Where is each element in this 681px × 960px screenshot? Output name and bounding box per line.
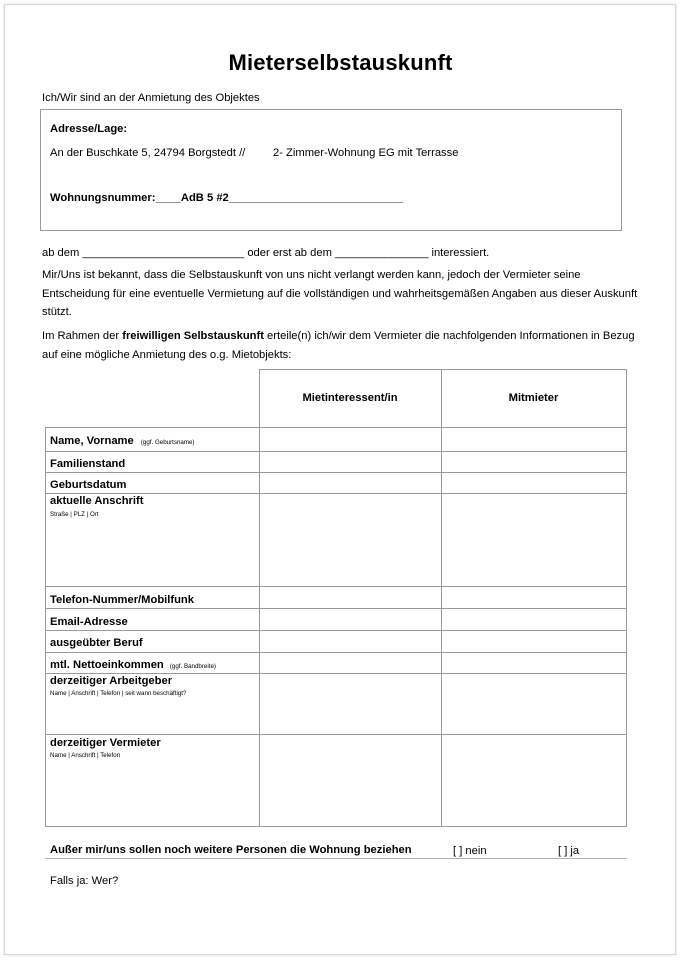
row-label-landlord: derzeitiger Vermieter xyxy=(50,737,161,749)
row-note-current-address: Straße | PLZ | Ort xyxy=(50,511,99,518)
row-label-birthdate: Geburtsdatum xyxy=(50,479,127,491)
consent-before: Im Rahmen der xyxy=(42,330,123,342)
address-box xyxy=(40,109,622,231)
address-text: An der Buschkate 5, 24794 Borgstedt // xyxy=(50,147,246,159)
row-inline-note: (ggf. Geburtsname) xyxy=(140,439,195,446)
if-yes-who-text: Falls ja: Wer? xyxy=(50,875,119,887)
table-header-top-line xyxy=(259,369,627,370)
address-label: Adresse/Lage: xyxy=(50,123,128,135)
consent-paragraph xyxy=(42,327,642,364)
date-line-prefix: ab dem xyxy=(42,247,83,259)
table-row-line xyxy=(45,451,627,452)
table-row-line xyxy=(45,472,627,473)
table-bottom-line xyxy=(45,826,627,827)
table-row-line xyxy=(45,493,627,494)
row-label-current-address: aktuelle Anschrift xyxy=(50,495,144,507)
row-inline-note: (ggf. Bandbreite) xyxy=(169,663,216,670)
intro-text: Ich/Wir sind an der Anmietung des Objektes xyxy=(42,92,260,104)
notice-paragraph: Mir/Uns ist bekannt, dass die Selbstauskunft von uns nicht verlangt werden kann, jedoch der Vermieter seine Entscheidung für eine eventuelle Vermietung auf die vollständigen und wahrheitsgemäßen Angaben aus dieser Auskunft stützt. xyxy=(42,269,638,318)
date-blank-later[interactable]: _______________ xyxy=(335,247,429,259)
table-col-line-right xyxy=(626,369,627,827)
date-line-middle: oder erst ab dem xyxy=(244,247,336,259)
col-header-tenant: Mietinteressent/in xyxy=(302,392,398,404)
date-blank-from[interactable]: __________________________ xyxy=(82,247,245,259)
table-row-line xyxy=(45,673,627,674)
table-col-line-1 xyxy=(259,369,260,827)
row-note-landlord: Name | Anschrift | Telefon xyxy=(50,752,121,759)
row-label-employer: derzeitiger Arbeitgeber xyxy=(50,675,173,687)
col-header-cotenant: Mitmieter xyxy=(508,392,559,404)
table-col-line-2 xyxy=(441,369,442,827)
apartment-label: Wohnungsnummer: xyxy=(50,192,156,204)
row-label-text: Name, Vorname xyxy=(50,435,134,447)
consent-bold: freiwilligen Selbstauskunft xyxy=(122,330,264,342)
row-label-net-income xyxy=(50,659,216,671)
consent-after: erteile(n) ich/wir dem Vermieter die nachfolgenden Informationen in Bezug auf eine mögliche Anmietung des o.g. Mietobjekts: xyxy=(42,330,635,361)
unit-text: 2- Zimmer-Wohnung EG mit Terrasse xyxy=(273,147,459,159)
row-label-profession: ausgeübter Beruf xyxy=(50,637,143,649)
table-row-line xyxy=(45,427,627,428)
table-row-line xyxy=(45,586,627,587)
option-no-checkbox[interactable]: [ ] nein xyxy=(453,845,487,857)
apartment-value: ____AdB 5 #2____________________________ xyxy=(156,192,403,204)
more-persons-underline xyxy=(45,858,627,859)
date-line-suffix: interessiert. xyxy=(428,247,490,259)
row-label-name xyxy=(50,435,195,447)
page-title: Mieterselbstauskunft xyxy=(228,50,453,75)
row-label-phone: Telefon-Nummer/Mobilfunk xyxy=(50,594,194,606)
row-label-marital-status: Familienstand xyxy=(50,458,126,470)
table-row-line xyxy=(45,630,627,631)
option-yes-checkbox[interactable]: [ ] ja xyxy=(558,845,580,857)
more-persons-question: Außer mir/uns sollen noch weitere Personen die Wohnung beziehen xyxy=(50,844,412,856)
table-row-line xyxy=(45,734,627,735)
row-label-email: Email-Adresse xyxy=(50,616,128,628)
row-label-text: mtl. Nettoeinkommen xyxy=(50,659,164,671)
date-line xyxy=(42,246,489,260)
table-col-line-left xyxy=(45,427,46,827)
table-row-line xyxy=(45,608,627,609)
row-note-employer: Name | Anschrift | Telefon | seit wann beschäftigt? xyxy=(50,690,187,697)
table-row-line xyxy=(45,652,627,653)
